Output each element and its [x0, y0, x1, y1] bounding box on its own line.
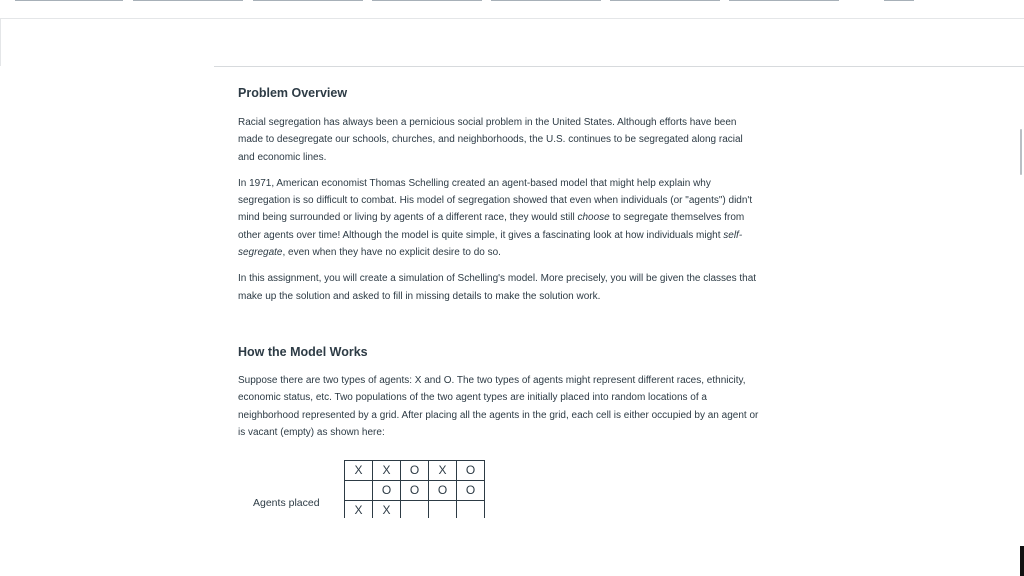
header-divider [0, 18, 1024, 19]
tab-strip [0, 0, 1024, 4]
grid-cell: O [457, 481, 485, 501]
tab-indicator[interactable] [372, 0, 482, 1]
tab-indicator[interactable] [15, 0, 123, 1]
grid-cell: X [373, 501, 401, 519]
tab-indicator[interactable] [729, 0, 839, 1]
overview-paragraph-1: Racial segregation has always been a pernicious social problem in the United States. Although efforts have been made to desegregate our schools, churches, and neighborhoods, the U.S. continues to be segregated along racial and economic lines. [238, 117, 743, 163]
grid-label: Agents placed [253, 497, 320, 510]
paragraph-text: to segregate themselves from other agents over time! Although the model is quite simple, it gives a fascinating look at how individuals might [238, 212, 745, 241]
grid-cell [457, 501, 485, 519]
grid-row [345, 501, 485, 519]
problem-overview-heading: Problem Overview [238, 86, 348, 100]
scrollbar-thumb[interactable] [1020, 129, 1022, 175]
tab-indicator[interactable] [133, 0, 243, 1]
left-divider [0, 18, 1, 66]
grid-cell: O [457, 461, 485, 481]
overview-paragraph-2 [238, 175, 760, 261]
grid-cell: O [401, 481, 429, 501]
corner-block [1020, 546, 1024, 576]
overview-paragraph-3: In this assignment, you will create a simulation of Schelling's model. More precisely, you will be given the classes that make up the solution and asked to fill in missing details to make the solution work. [238, 273, 757, 302]
paragraph-text: , even when they have no explicit desire to do so. [282, 247, 501, 259]
grid-cell: O [401, 461, 429, 481]
agent-grid [344, 460, 485, 518]
how-model-works-heading: How the Model Works [238, 344, 368, 359]
emphasis-choose: choose [577, 212, 610, 224]
agent-grid-figure [238, 458, 760, 518]
grid-cell: O [373, 481, 401, 501]
tab-indicator[interactable] [253, 0, 363, 1]
grid-row [345, 461, 485, 481]
grid-cell: O [429, 481, 457, 501]
grid-row [345, 481, 485, 501]
tab-indicator[interactable] [884, 0, 914, 1]
tab-indicator[interactable] [610, 0, 720, 1]
grid-cell: X [373, 461, 401, 481]
tab-indicator[interactable] [491, 0, 601, 1]
grid-cell: X [345, 461, 373, 481]
grid-cell [429, 501, 457, 519]
paragraph-text: In 1971, American economist Thomas Schelling created an agent-based model that might help explain why segregation is so difficult to combat. His model of segregation showed that even when individuals (or "agents") didn't mind being surrounded or living by agents of a different race, they would still [238, 177, 753, 224]
grid-cell: X [429, 461, 457, 481]
content-divider [214, 66, 1024, 67]
assignment-content [238, 84, 760, 518]
emphasis-self-segregate: self-segregate [238, 229, 743, 259]
grid-cell [345, 481, 373, 501]
grid-cell: X [345, 501, 373, 519]
model-paragraph-1: Suppose there are two types of agents: X and O. The two types of agents might represent different races, ethnicity, economic status, etc. Two populations of the two agent types are initially placed into random locations of a neighborhood represented by a grid. After placing all the agents in the grid, each cell is either occupied by an agent or is vacant (empty) as shown here: [238, 374, 759, 438]
grid-cell [401, 501, 429, 519]
